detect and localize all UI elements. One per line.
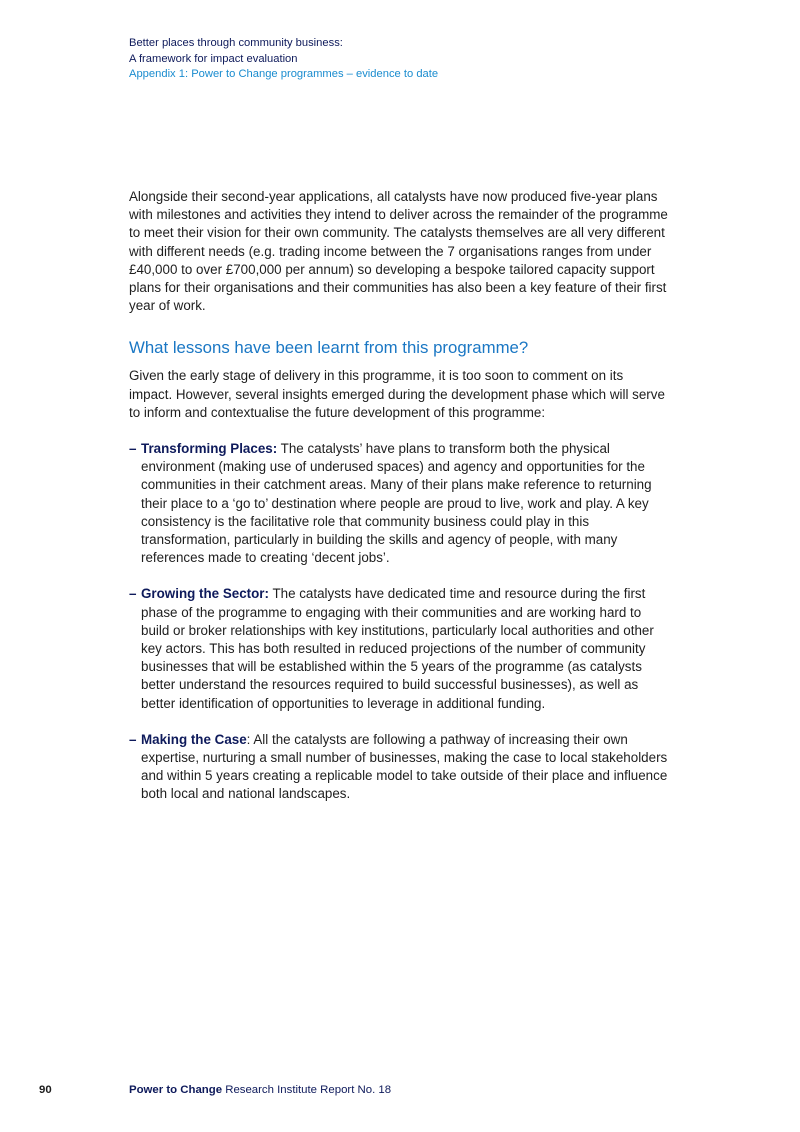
page-number: 90: [39, 1084, 52, 1096]
list-item: [129, 731, 669, 804]
report-name: Research Institute Report No. 18: [222, 1084, 392, 1096]
brand-name: Power to Change: [129, 1084, 223, 1096]
bullet-dash: –: [129, 731, 137, 747]
header-title: Better places through community business:: [129, 37, 343, 49]
bullet-dash: –: [129, 441, 137, 457]
bullet-text: The catalysts have dedicated time and resource during the first phase of the programme to engaging with their communities and are working hard to build or broker relationships with key institutions, particularly local authorities and other key actors. This has both resulted in reduced projections of the number of community businesses that will be established within the 5 years of the programme (as catalysts better understand the resources required to build successful businesses), as well as better identification of opportunities to leverage in additional funding.: [141, 586, 654, 711]
header-section: Appendix 1: Power to Change programmes – evidence to date: [129, 68, 439, 80]
bullet-term: Making the Case: [141, 731, 247, 747]
page-body: [129, 188, 669, 822]
bullet-term: Growing the Sector:: [141, 586, 269, 602]
report-title: [129, 1083, 391, 1098]
lessons-list: [129, 440, 669, 804]
bullet-text: : All the catalysts are following a pathway of increasing their own expertise, nurturing a small number of businesses, making the case to local stakeholders and within 5 years creating a replicable model to take outside of their place and influence both local and national landscapes.: [141, 731, 668, 802]
list-item: [129, 440, 669, 567]
list-item: [129, 585, 669, 712]
lessons-intro-paragraph: Given the early stage of delivery in this programme, it is too soon to comment on its impact. However, several insights emerged during the development phase which will serve to inform and contextualise the future development of this programme:: [129, 368, 665, 420]
bullet-term: Transforming Places:: [141, 441, 278, 457]
intro-paragraph: Alongside their second-year applications, all catalysts have now produced five-year plans with milestones and activities they intend to deliver across the remainder of the programme to meet their vision for their own community. The catalysts themselves are all very different with different needs (e.g. trading income between the 7 organisations ranges from under £40,000 to over £700,000 per annum) so developing a bespoke tailored capacity support plans for their organisations and their communities has also been a key feature of their first year of work.: [129, 189, 668, 314]
bullet-text: The catalysts’ have plans to transform both the physical environment (making use of underused spaces) and agency and opportunities for the communities in their catchment areas. Many of their plans make reference to returning their place to a ‘go to’ destination where people are proud to live, work and play. A key consistency is the facilitative role that community business could play in this transformation, particularly in building the skills and agency of people, with many references made to creating ‘decent jobs’.: [141, 441, 652, 566]
header-subtitle: A framework for impact evaluation: [129, 52, 298, 65]
bullet-dash: –: [129, 586, 137, 602]
running-header: [129, 36, 729, 83]
section-heading: What lessons have been learnt from this programme?: [129, 338, 529, 358]
